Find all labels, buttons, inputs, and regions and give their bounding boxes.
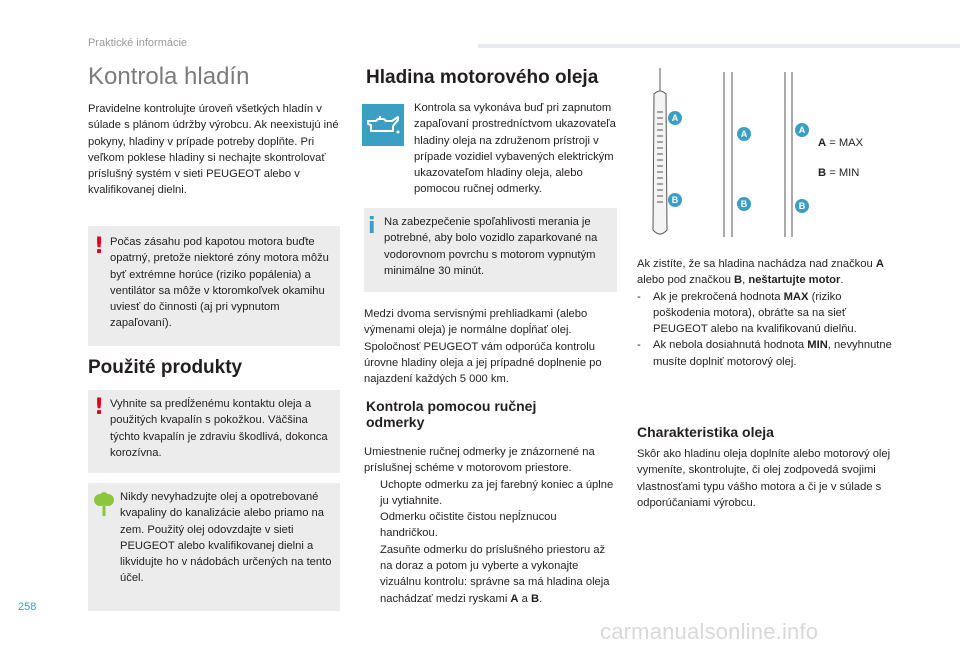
badge-b: B bbox=[795, 199, 809, 213]
products-title: Použité produkty bbox=[88, 357, 243, 378]
bullet1-bold: MAX bbox=[783, 290, 809, 303]
result-or: alebo pod značkou bbox=[637, 274, 731, 287]
warning-box-engine bbox=[88, 226, 340, 346]
watermark: carmanualsonline.info bbox=[600, 619, 819, 644]
period: . bbox=[539, 592, 543, 605]
bullet2-bold: MIN bbox=[807, 339, 828, 352]
step-text: Odmerku očistite čistou nepĺznucou handričkou. bbox=[380, 511, 557, 540]
info-icon: i bbox=[368, 214, 376, 239]
warning-text: Vyhnite sa predĺženému kontaktu oleja a použitých kvapalín s pokožkou. Väčšina týchto kvapalín je zdraviu škodlivá, dokonca korozívna. bbox=[110, 398, 328, 459]
legend-b-text: = MIN bbox=[826, 167, 860, 179]
result-bold: neštartujte motor bbox=[748, 274, 841, 287]
warning-icon: ! bbox=[94, 395, 105, 420]
legend-max bbox=[818, 135, 863, 151]
badge-b: B bbox=[668, 193, 682, 207]
step-text: Zasuňte odmerku do príslušného priestoru až na doraz a potom ju vyberte a vykonajte vizuálnu kontrolu: správne sa má hladina oleja nachádzať medzi ryskami bbox=[380, 543, 610, 605]
mark-b: B bbox=[530, 592, 540, 605]
bullet2-pre: Ak nebola dosiahnutá hodnota bbox=[653, 339, 805, 352]
oil-characteristics-title: Charakteristika oleja bbox=[637, 424, 774, 440]
warning-text: Počas zásahu pod kapotou motora buďte opatrný, pretože niektoré zóny motora môžu byť extrémne horúce (riziko popálenia) a ventilátor sa môže v ktoromkoľvek okamihu uviesť do činnosti (aj pri vypnutom zapaľovaní). bbox=[110, 236, 329, 330]
bullet1-pre: Ak je prekročená hodnota bbox=[653, 290, 781, 303]
mark-b: B bbox=[734, 274, 743, 287]
list-item bbox=[364, 509, 616, 542]
info-box bbox=[364, 208, 617, 292]
badge-a: A bbox=[737, 127, 751, 141]
and-word: a bbox=[521, 592, 528, 605]
page-number: 258 bbox=[18, 601, 37, 613]
mark-a: A bbox=[875, 258, 884, 270]
list-item bbox=[637, 289, 895, 338]
bullet1-post: (riziko poškodenia motora), obráťte sa na sieť PEUGEOT alebo na kvalifikovanú dielňu. bbox=[653, 290, 857, 336]
page-title: Kontrola hladín bbox=[88, 63, 250, 90]
badge-a: A bbox=[668, 111, 682, 125]
list-item bbox=[364, 477, 616, 510]
bullet2-post: , nevyhnutne musíte doplniť motorový olej. bbox=[653, 339, 892, 368]
level-result bbox=[637, 256, 895, 370]
legend-min bbox=[818, 165, 859, 181]
header-bar bbox=[478, 44, 960, 48]
oil-can-icon bbox=[362, 104, 404, 146]
result-text: Ak zistíte, že sa hladina nachádza nad značkou A alebo pod značkou B, neštartujte motor. bbox=[637, 258, 884, 287]
section-header: Praktické informácie bbox=[88, 37, 188, 49]
warning-icon: ! bbox=[94, 234, 105, 259]
step-text: Uchopte odmerku za jej farebný koniec a úplne ju vytiahnite. bbox=[380, 478, 614, 507]
legend-a-letter: A bbox=[818, 137, 827, 149]
info-text: Na zabezpečenie spoľahlivosti merania je potrebné, aby bolo vozidlo zaparkované na vodorovnom povrchu s motorom vypnutým minimálne 30 minút. bbox=[384, 216, 598, 277]
list-item bbox=[637, 337, 895, 370]
dash-marker: - bbox=[637, 290, 641, 303]
legend-b-letter: B bbox=[818, 167, 827, 179]
legend-a-text: = MAX bbox=[826, 137, 864, 149]
eco-box bbox=[88, 483, 340, 611]
dash-marker: - bbox=[637, 339, 641, 352]
mark-a: A bbox=[510, 592, 519, 605]
dipstick-title: Kontrola pomocou ručnej odmerky bbox=[366, 398, 537, 430]
dipstick-illustration bbox=[630, 62, 830, 247]
intro-paragraph: Pravidelne kontrolujte úroveň všetkých hladín v súlade s plánom údržby výrobcu. Ak neexistujú iné pokyny, hladiny v prípade potreby doplňte. Pri veľkom poklese hladiny si nechajte skontrolovať príslušný systém v sieti PEUGEOT alebo v kvalifikovanej dielni. bbox=[88, 103, 339, 197]
eco-icon bbox=[94, 492, 114, 523]
service-paragraph: Medzi dvoma servisnými prehliadkami (alebo výmenami oleja) je normálne dopĺňať olej. Spoločnosť PEUGEOT vám odporúča kontrolu úrovne hladiny oleja a jej prípadné doplnenie po najazdení každých 5 000 km. bbox=[364, 308, 602, 386]
dipstick-intro: Umiestnenie ručnej odmerky je znázornené na príslušnej schéme v motorovom priestore. bbox=[364, 446, 595, 475]
dipstick-instructions bbox=[364, 444, 616, 607]
badge-b: B bbox=[737, 197, 751, 211]
list-item bbox=[364, 542, 616, 607]
oil-intro: Kontrola sa vykonáva buď pri zapnutom zapaľovaní prostredníctvom ukazovateľa hladiny oleja na združenom prístroji v prípade vozidiel vybavených elektrickým ukazovateľom hladiny oleja, alebo pomocou ručnej odmerky. bbox=[414, 102, 616, 196]
eco-text: Nikdy nevyhadzujte olej a opotrebované kvapaliny do kanalizácie alebo priamo na zem. Použitý olej odovzdajte v sieti PEUGEOT alebo kvalifikovanej dielni a likvidujte ho v nádobách určených na tento účel. bbox=[120, 491, 332, 585]
warning-box-skin bbox=[88, 390, 340, 473]
badge-a: A bbox=[795, 123, 809, 137]
result-prefix: Ak zistíte, že sa hladina nachádza nad značkou bbox=[637, 258, 873, 270]
oil-characteristics-text: Skôr ako hladinu oleja doplníte alebo motorový olej vymeníte, skontrolujte, či olej zodpovedá svojimi vlastnosťami typu vášho motora a či je v súlade s odporúčaniami výrobcu. bbox=[637, 448, 891, 509]
oil-level-title: Hladina motorového oleja bbox=[366, 67, 599, 88]
